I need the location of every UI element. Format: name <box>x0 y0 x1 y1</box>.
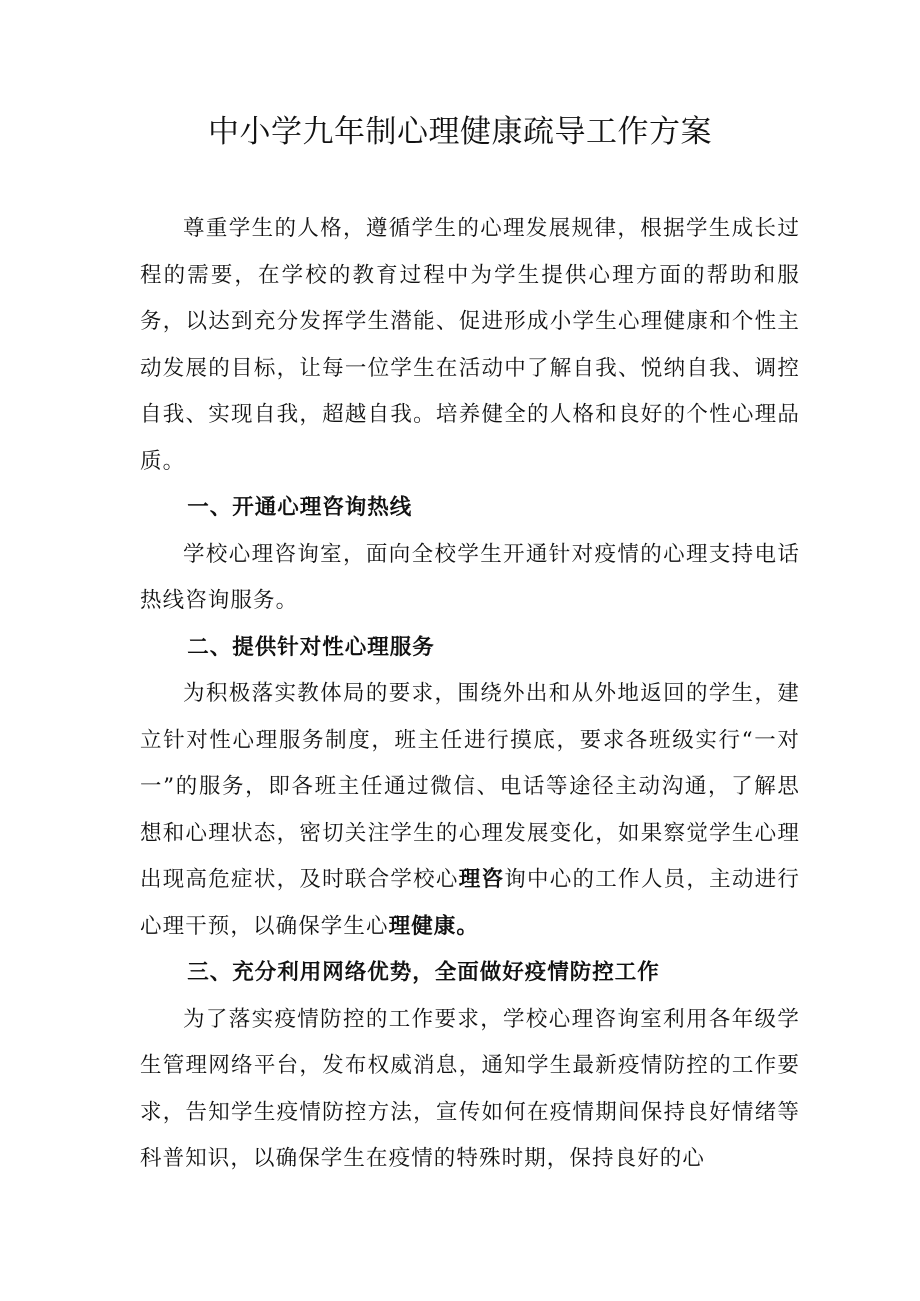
section2-text-part1: 为积极落实教体局的要求，围绕外出和从外地返回的学生，建立针对性心理服务制度，班主任进行摸底，要求各班级实行“一对一”的服务，即各班主任通过微信、电话等途径主动沟通，了解思想和心理状态，密切关注学生的心理发展变化，如果察觉学生心理出现高危症状，及时联合学校心 <box>140 681 800 892</box>
section3-paragraph: 为了落实疫情防控的工作要求，学校心理咨询室利用各年级学生管理网络平台，发布权威消息，通知学生最新疫情防控的工作要求，告知学生疫情防控方法，宣传如何在疫情期间保持良好情绪等科普知识，以确保学生在疫情的特殊时期，保持良好的心 <box>140 1006 800 1171</box>
intro-paragraph: 尊重学生的人格，遵循学生的心理发展规律，根据学生成长过程的需要，在学校的教育过程中为学生提供心理方面的帮助和服务，以达到充分发挥学生潜能、促进形成小学生心理健康和个性主动发展的目标，让每一位学生在活动中了解自我、悦纳自我、调控自我、实现自我，超越自我。培养健全的人格和良好的个性心理品质。 <box>140 216 800 474</box>
section2-text-bold2: 理健康。 <box>388 913 480 939</box>
section1-paragraph: 学校心理咨询室，面向全校学生开通针对疫情的心理支持电话热线咨询服务。 <box>140 541 800 613</box>
section2-text-bold1: 理咨 <box>458 867 505 892</box>
section2-heading: 二、提供针对性心理服务 <box>187 634 435 660</box>
section2-paragraph <box>140 671 800 950</box>
document-title: 中小学九年制心理健康疏导工作方案 <box>208 114 712 150</box>
section1-heading: 一、开通心理咨询热线 <box>187 495 413 520</box>
section3-heading: 三、充分利用网络优势，全面做好疫情防控工作 <box>187 960 660 985</box>
document-body <box>140 206 800 1183</box>
section2-text-part2: 询中心的工作人员，主动进行心理干预，以确保学生心 <box>140 867 800 939</box>
